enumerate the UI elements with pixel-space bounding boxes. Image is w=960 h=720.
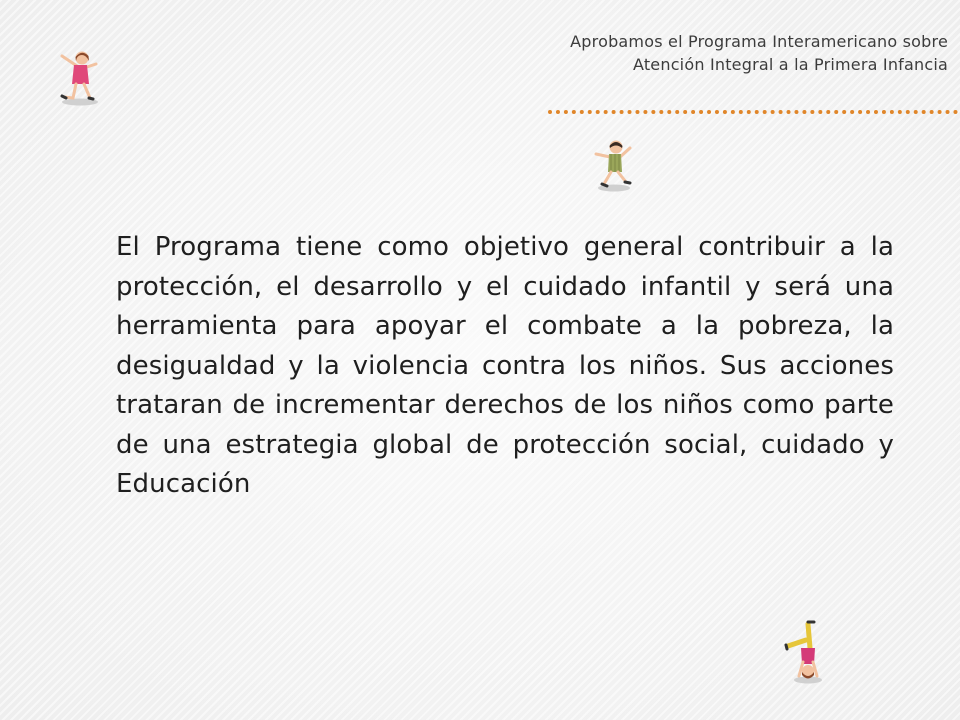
jumping-girl-illustration — [56, 48, 106, 108]
handstand-girl-illustration — [784, 620, 834, 686]
running-boy-illustration — [590, 138, 640, 194]
dotted-divider — [548, 110, 958, 114]
slide-body-text: El Programa tiene como objetivo general contribuir a la protección, el desarrollo y el cuidado infantil y será una herramienta para apoyar el combate a la pobreza, la desigualdad y la violencia contra los niños. Sus acciones trataran de incrementar derechos de los niños como parte de una estrategia global de protección social, cuidado y Educación — [116, 232, 894, 499]
slide-header-title: Aprobamos el Programa Interamericano sobre Atención Integral a la Primera Infancia — [570, 32, 948, 74]
